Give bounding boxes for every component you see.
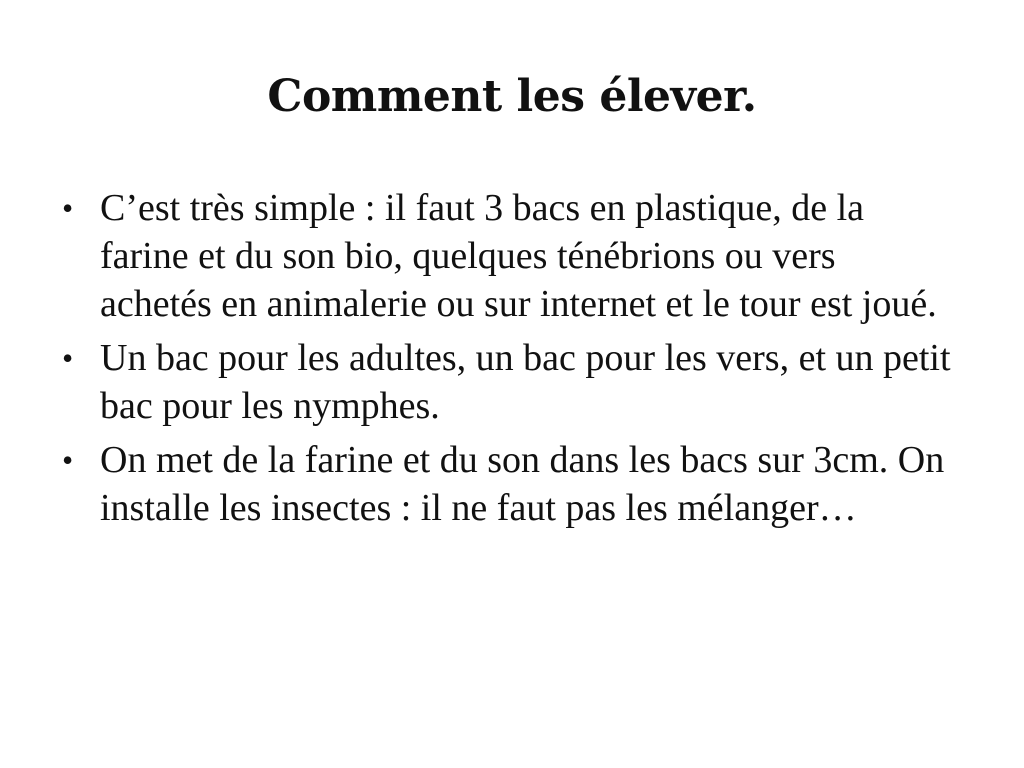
bullet-item	[56, 184, 956, 328]
bullet-icon: •	[62, 190, 74, 226]
bullet-item	[56, 334, 956, 430]
bullet-text: Un bac pour les adultes, un bac pour les vers, et un petit bac pour les nymphes.	[100, 337, 951, 427]
bullet-text: On met de la farine et du son dans les bacs sur 3cm. On installe les insectes : il ne faut pas les mélanger…	[100, 439, 945, 529]
bullet-list	[56, 184, 956, 538]
bullet-item	[56, 436, 956, 532]
slide-title: Comment les élever.	[267, 71, 757, 122]
bullet-text: C’est très simple : il faut 3 bacs en plastique, de la farine et du son bio, quelques ténébrions ou vers achetés en animalerie ou sur internet et le tour est joué.	[100, 187, 937, 325]
bullet-icon: •	[62, 340, 74, 376]
bullet-icon: •	[62, 442, 74, 478]
